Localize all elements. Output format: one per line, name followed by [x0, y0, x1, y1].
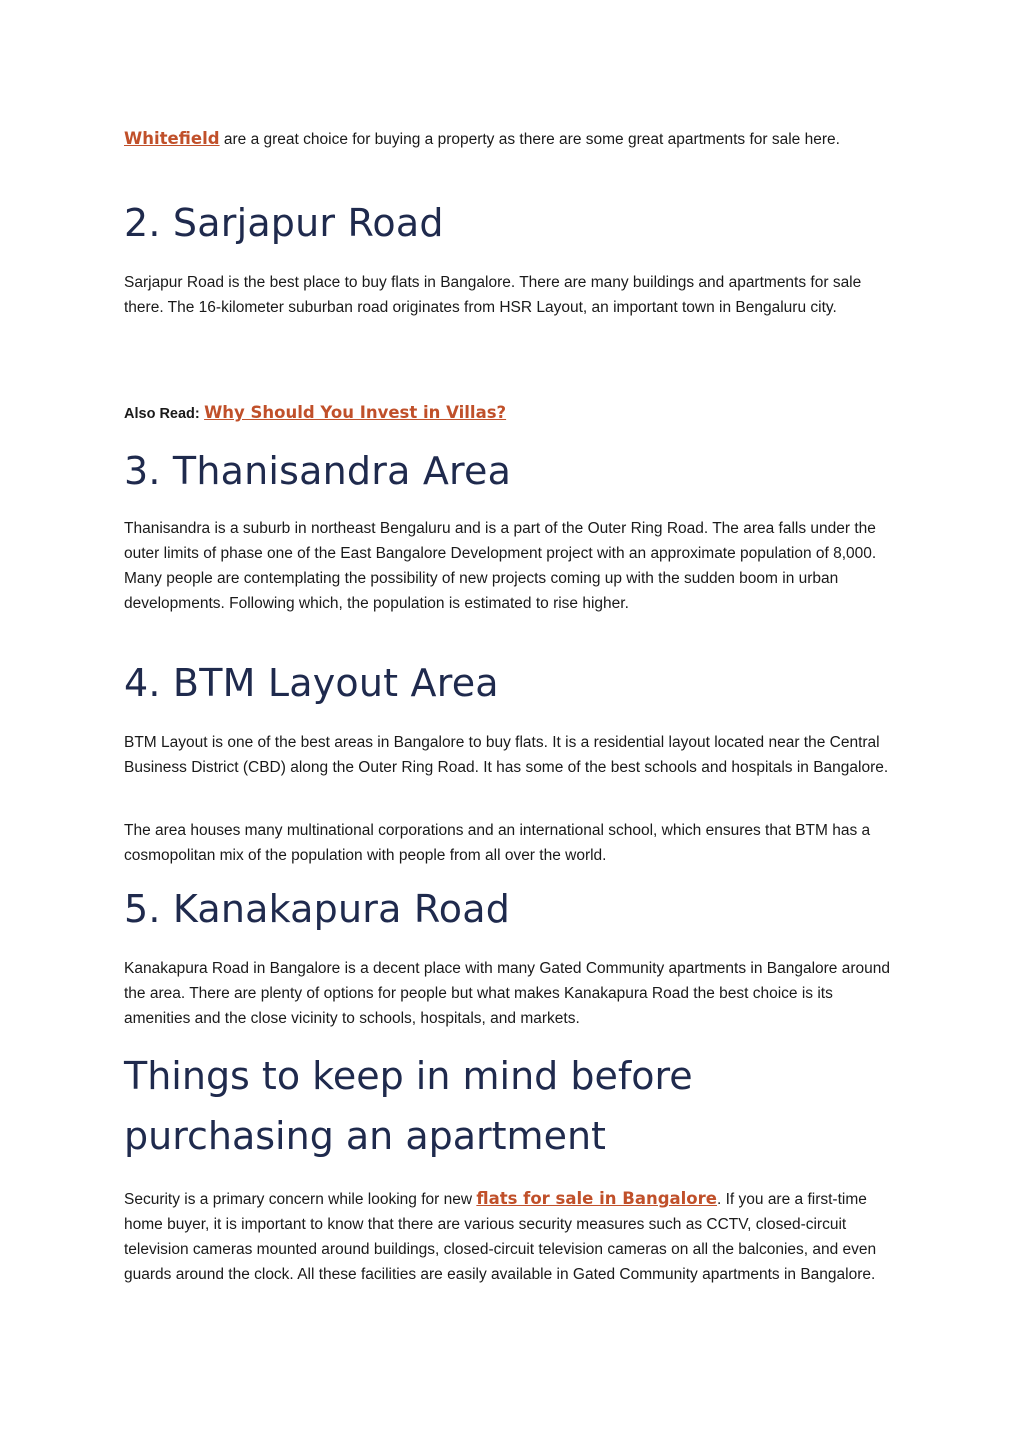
section-heading: 5. Kanakapura Road: [124, 887, 511, 931]
section-heading: 4. BTM Layout Area: [124, 661, 499, 705]
whitefield-link[interactable]: Whitefield: [124, 129, 220, 148]
things-text-before: Security is a primary concern while looking for new: [124, 1191, 477, 1208]
section-heading: 2. Sarjapur Road: [124, 201, 444, 245]
things-heading-block: [124, 1046, 900, 1166]
also-read-label: Also Read:: [124, 406, 200, 422]
section-thanisandra: [124, 448, 900, 494]
also-read: [124, 400, 900, 427]
things-paragraph: [124, 1186, 900, 1287]
intro-text: are a great choice for buying a property as there are some great apartments for sale here.: [219, 131, 840, 148]
things-text-after: . If you are a first-time home buyer, it is important to know that there are various security measures such as CCTV, closed-circuit television cameras mounted around buildings, closed-circuit television cameras on all the balconies, and even guards around the clock. All these facilities are easily available in Gated Community apartments in Bangalore.: [124, 1191, 877, 1283]
section-thanisandra-body: [124, 516, 900, 616]
section-btm-body: [124, 730, 900, 780]
section-heading: 3. Thanisandra Area: [124, 449, 512, 493]
things-heading: [124, 1046, 900, 1166]
villas-link[interactable]: Why Should You Invest in Villas?: [204, 403, 507, 422]
section-btm: [124, 660, 900, 706]
section-kanakapura: [124, 886, 900, 932]
intro-paragraph: [124, 126, 900, 152]
things-heading-line1: Things to keep in mind before: [124, 1054, 693, 1098]
section-paragraph: The area houses many multinational corporations and an international school, which ensures that BTM has a cosmopolitan mix of the population with people from all over the world.: [124, 822, 871, 864]
section-paragraph: Sarjapur Road is the best place to buy flats in Bangalore. There are many buildings and apartments for sale there. The 16-kilometer suburban road originates from HSR Layout, an important town in Bengaluru city.: [124, 274, 862, 316]
section-paragraph: BTM Layout is one of the best areas in Bangalore to buy flats. It is a residential layout located near the Central Business District (CBD) along the Outer Ring Road. It has some of the best schools and hospitals in Bangalore.: [124, 734, 889, 776]
section-kanakapura-body: [124, 956, 900, 1031]
things-heading-line2: purchasing an apartment: [124, 1114, 606, 1158]
flats-for-sale-link[interactable]: flats for sale in Bangalore: [476, 1189, 717, 1208]
section-paragraph: Kanakapura Road in Bangalore is a decent place with many Gated Community apartments in Bangalore around the area. There are plenty of options for people but what makes Kanakapura Road the best choice is its amenities and the close vicinity to schools, hospitals, and markets.: [124, 960, 890, 1027]
section-sarjapur-body: [124, 270, 900, 320]
section-paragraph: Thanisandra is a suburb in northeast Bengaluru and is a part of the Outer Ring Road. The area falls under the outer limits of phase one of the East Bangalore Development project with an approximate population of 8,000. Many people are contemplating the possibility of new projects coming up with the sudden boom in urban developments. Following which, the population is estimated to rise higher.: [124, 520, 877, 612]
section-btm-body-2: [124, 818, 900, 868]
section-sarjapur: [124, 200, 900, 246]
